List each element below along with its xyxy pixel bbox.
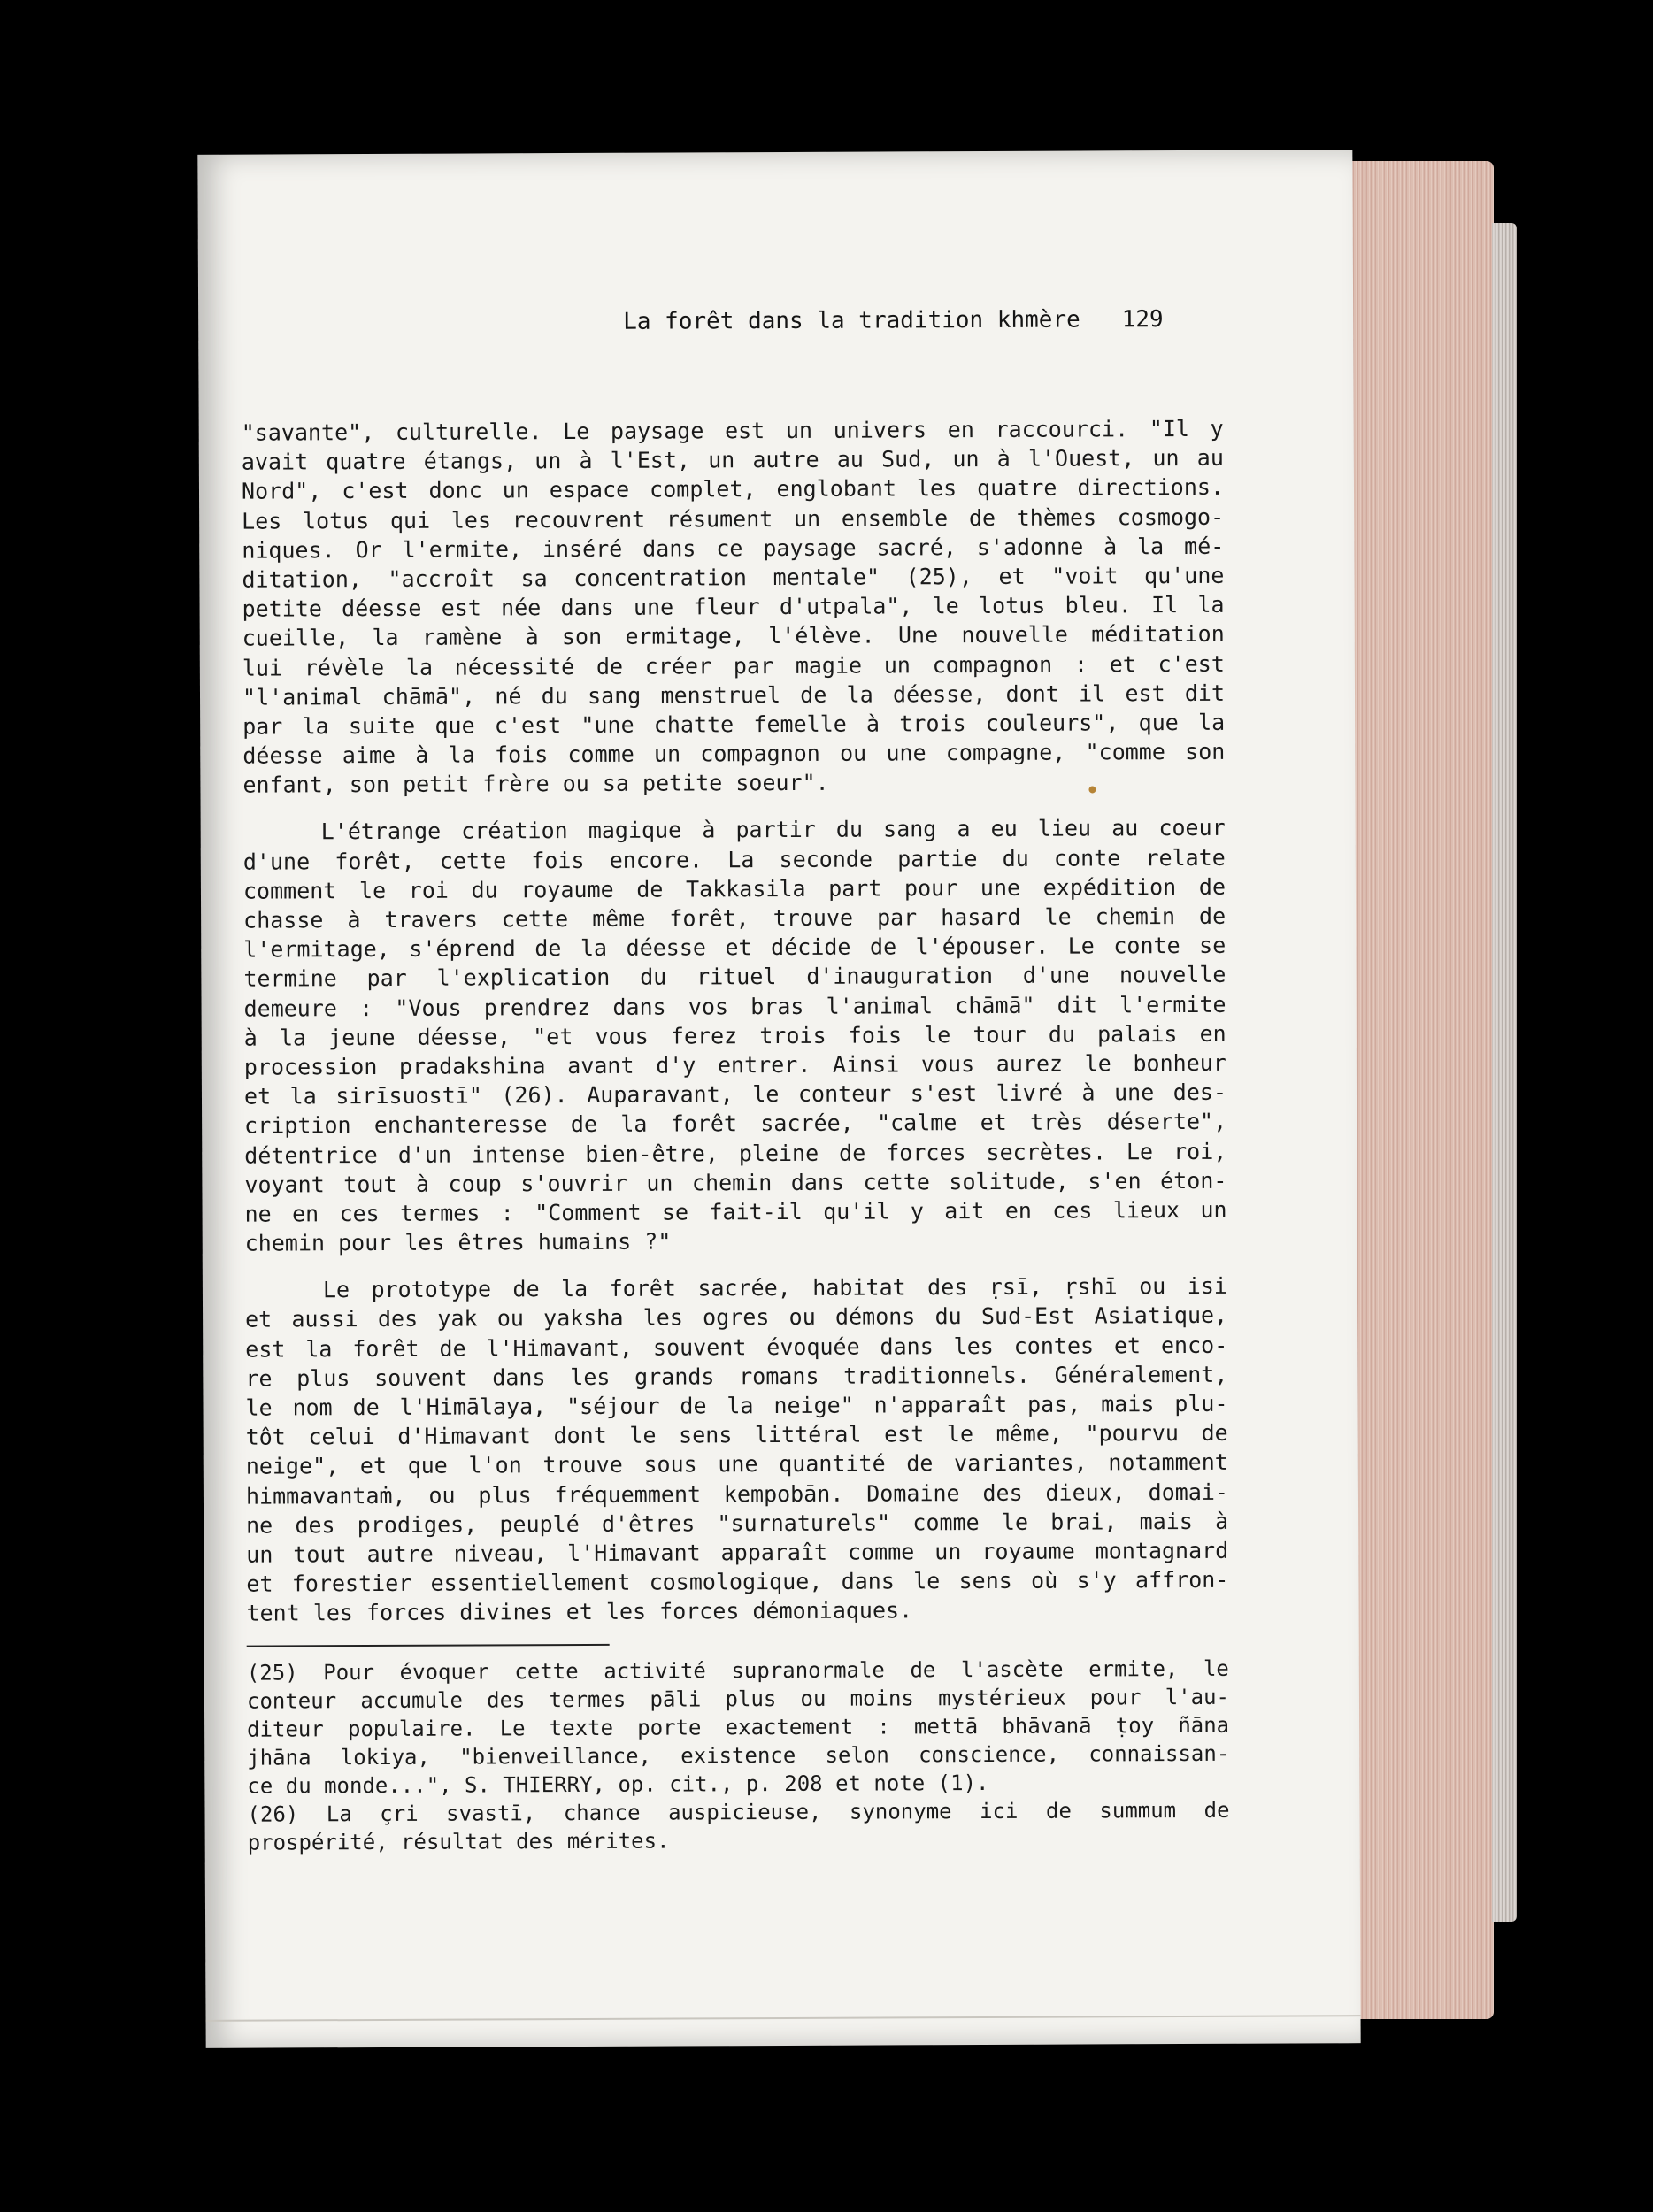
text-line: à la jeune déesse, "et vous ferez trois fois le tour du palais en xyxy=(243,1020,1226,1051)
text-line: neige", et que l'on trouve sous une quantité de variantes, notamment xyxy=(245,1449,1228,1480)
text-line: "l'animal chāmā", né du sang menstruel de la déesse, dont il est dit xyxy=(242,680,1226,710)
text-line: et forestier essentiellement cosmologique, dans le sens où s'y affron- xyxy=(246,1566,1229,1597)
text-line: ne des prodiges, peuplé d'êtres "surnaturels" comme le brai, mais à xyxy=(246,1508,1229,1539)
text-line: cueille, la ramène à son ermitage, l'élève. Une nouvelle méditation xyxy=(242,621,1225,651)
footnote-line: ce du monde...", S. THIERRY, op. cit., p. 208 et note (1). xyxy=(247,1770,989,1799)
text-line: par la suite que c'est "une chatte femelle à trois couleurs", que la xyxy=(242,709,1226,740)
running-title: La forêt dans la tradition khmère xyxy=(623,306,1080,335)
book-page xyxy=(197,150,1360,2048)
footnote-separator xyxy=(247,1644,610,1647)
text-line: détentrice d'un intense bien-être, pleine de forces secrètes. Le roi, xyxy=(244,1138,1227,1169)
ink-spot xyxy=(1088,786,1096,793)
text-line: enfant, son petit frère ou sa petite soeur". xyxy=(242,770,829,798)
text-line: et la sirīsuostī" (26). Auparavant, le conteur s'est livré à une des- xyxy=(243,1079,1227,1110)
text-line: déesse aime à la fois comme un compagnon ou une compagne, "comme son xyxy=(242,738,1226,769)
footnote-line: prospérité, résultat des mérites. xyxy=(247,1828,670,1855)
text-line: chemin pour les êtres humains ?" xyxy=(244,1228,672,1256)
text-line: d'une forêt, cette fois encore. La seconde partie du conte relate xyxy=(242,844,1226,875)
text-line: petite déesse est née dans une fleur d'utpala", le lotus bleu. Il la xyxy=(242,591,1225,622)
page-edges xyxy=(1350,161,1494,2019)
text-line: un tout autre niveau, l'Himavant apparaît comme un royaume montagnard xyxy=(246,1537,1229,1568)
text-line: et aussi des yak ou yaksha les ogres ou démons du Sud-Est Asiatique, xyxy=(245,1302,1228,1333)
cover-edge xyxy=(1492,223,1517,1922)
text-line: himmavantaṁ, ou plus fréquemment kempobān. Domaine des dieux, domai- xyxy=(245,1479,1229,1509)
body-text xyxy=(242,414,1229,1628)
text-line: Nord", c'est donc un espace complet, englobant les quatre directions. xyxy=(241,474,1225,505)
text-line: demeure : "Vous prendrez dans vos bras l'animal chāmā" dit l'ermite xyxy=(243,991,1226,1022)
text-line: ditation, "accroît sa concentration mentale" (25), et "voit qu'une xyxy=(242,562,1225,593)
text-line: est la forêt de l'Himavant, souvent évoquée dans les contes et enco- xyxy=(245,1332,1228,1363)
text-line: le nom de l'Himālaya, "séjour de la neige" n'apparaît pas, mais plu- xyxy=(245,1390,1228,1421)
text-line: comment le roi du royaume de Takkasila part pour une expédition de xyxy=(242,873,1226,904)
footnote-line: (25) Pour évoquer cette activité supranormale de l'ascète ermite, le xyxy=(246,1655,1229,1686)
text-line: lui révèle la nécessité de créer par magie un compagnon : et c'est xyxy=(242,650,1225,681)
footnote-line: jhāna lokiya, "bienveillance, existence selon conscience, connaissan- xyxy=(247,1740,1230,1770)
text-line: "savante", culturelle. Le paysage est un univers en raccourci. "Il y xyxy=(241,415,1224,446)
text-line: L'étrange création magique à partir du sang a eu lieu au coeur xyxy=(320,815,1226,845)
text-line: avait quatre étangs, un à l'Est, un autre au Sud, un à l'Ouest, un au xyxy=(241,444,1224,475)
footnote-line: (26) La çri svastī, chance auspicieuse, synonyme ici de summum de xyxy=(247,1797,1230,1827)
text-line: re plus souvent dans les grands romans traditionnels. Généralement, xyxy=(245,1361,1228,1392)
text-line: Le prototype de la forêt sacrée, habitat des ṛsī, ṛshī ou isi xyxy=(322,1273,1227,1303)
text-line: Les lotus qui les recouvrent résument un ensemble de thèmes cosmogo- xyxy=(242,503,1225,534)
footnote-line: diteur populaire. Le texte porte exactement : mettā bhāvanā ṭoy ñāna xyxy=(247,1712,1230,1742)
page-number: 129 xyxy=(1121,306,1164,334)
open-book xyxy=(202,152,1520,2046)
text-line: procession pradakshina avant d'y entrer. Ainsi vous aurez le bonheur xyxy=(243,1049,1226,1080)
footnotes xyxy=(247,1655,1230,1857)
text-line: ne en ces termes : "Comment se fait-il qu'il y ait en ces lieux un xyxy=(244,1196,1227,1227)
text-line: tôt celui d'Himavant dont le sens littéral est le même, "pourvu de xyxy=(245,1419,1228,1450)
text-line: voyant tout à coup s'ouvrir un chemin dans cette solitude, s'en éton- xyxy=(244,1167,1227,1198)
text-line: chasse à travers cette même forêt, trouve par hasard le chemin de xyxy=(243,902,1226,933)
running-header xyxy=(623,306,1164,335)
text-line: niques. Or l'ermite, inséré dans ce paysage sacré, s'adonne à la mé- xyxy=(242,533,1225,564)
text-line: termine par l'explication du rituel d'inauguration d'une nouvelle xyxy=(243,962,1226,993)
text-line: tent les forces divines et les forces démoniaques. xyxy=(246,1597,913,1626)
text-line: l'ermitage, s'éprend de la déesse et décide de l'épouser. Le conte se xyxy=(243,932,1226,963)
footnote-line: conteur accumule des termes pāli plus ou moins mystérieux pour l'au- xyxy=(246,1684,1230,1714)
text-line: cription enchanteresse de la forêt sacrée, "calme et très déserte", xyxy=(244,1109,1227,1139)
page-bottom-edge xyxy=(206,2015,1361,2022)
